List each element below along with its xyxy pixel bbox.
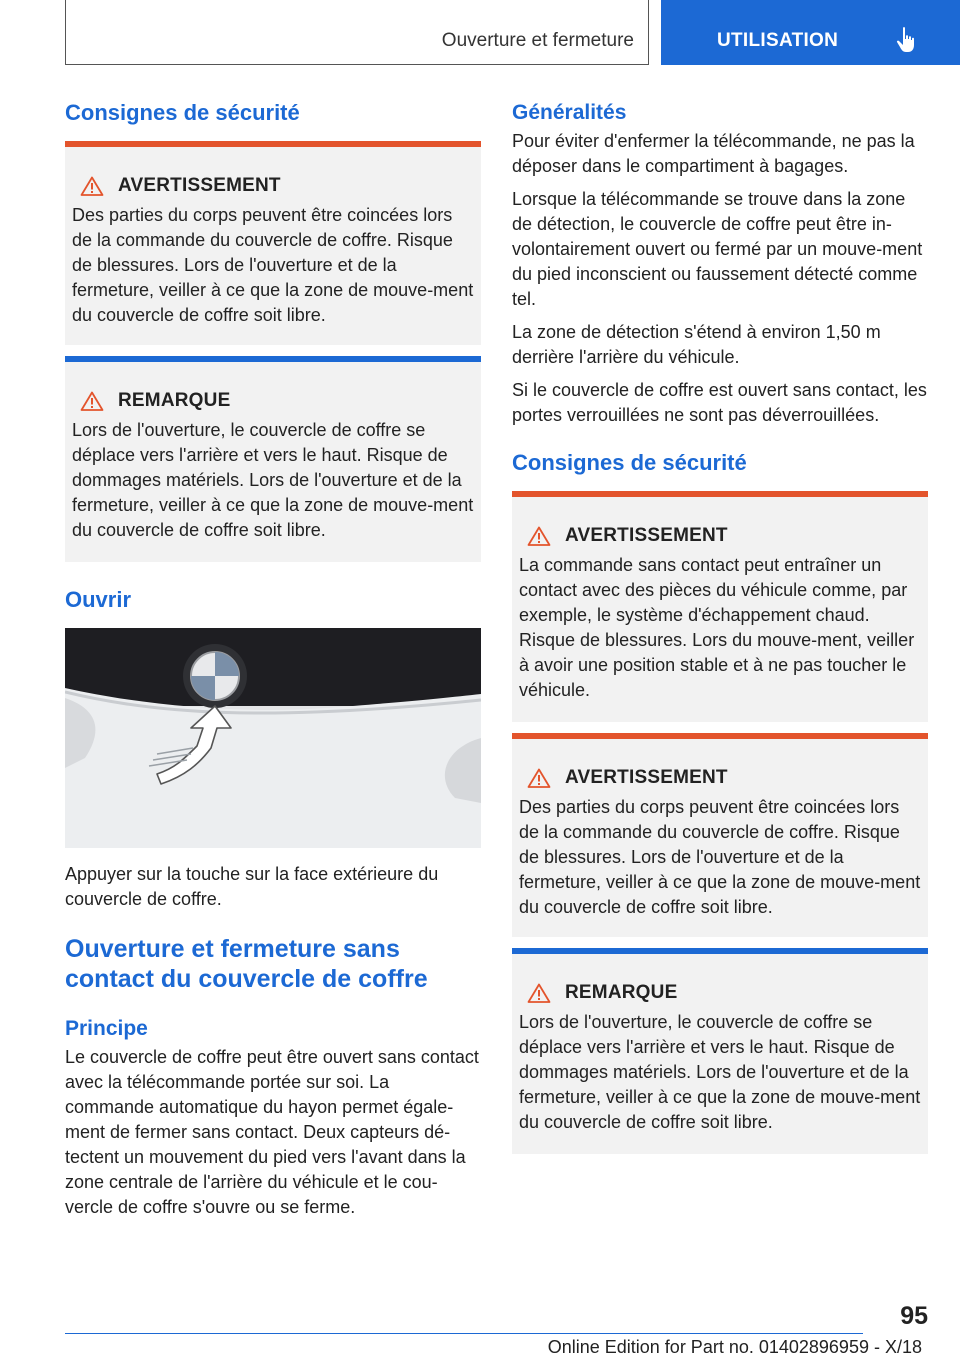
- general-paragraph-4: Si le couvercle de coffre est ouvert sans contact, les portes verrouillées ne sont pas déverrouillées.: [512, 380, 927, 426]
- hand-pointer-icon: [895, 26, 921, 54]
- open-heading: Ouvrir: [65, 587, 132, 613]
- contactless-heading: Ouverture et fermeture sans contact du couvercle de coffre: [65, 934, 428, 993]
- warning-label: AVERTISSEMENT: [118, 175, 281, 197]
- warning-triangle-icon: [527, 526, 551, 546]
- warning-triangle-icon: [527, 983, 551, 1003]
- general-heading: Généralités: [512, 101, 627, 124]
- warning-triangle-icon: [80, 176, 104, 196]
- warning-box: [512, 491, 928, 722]
- header-chapter-label: UTILISATION: [717, 30, 839, 51]
- note-title: [527, 982, 921, 1004]
- safety-heading-left: Consignes de sécurité: [65, 100, 300, 125]
- footer-divider: [65, 1333, 863, 1334]
- warning-label: AVERTISSEMENT: [565, 524, 728, 546]
- safety-heading-right: Consignes de sécurité: [512, 450, 747, 476]
- warning-box: [512, 733, 928, 937]
- warning-box: [65, 141, 481, 345]
- general-paragraph-3: La zone de détection s'étend à environ 1,50 m derrière l'arrière du véhicule.: [512, 322, 881, 368]
- page-number: 95: [900, 1302, 928, 1330]
- note-label: REMARQUE: [118, 390, 231, 412]
- warning-triangle-icon: [80, 391, 104, 411]
- principle-text: Le couvercle de coffre peut être ouvert sans contact avec la télécommande portée sur soi. La commande automatique du hayon permet égale‐ment de fermer sans contact. Deux capteurs dé‐tectent un mouvement du pied vers l'avant dans la zone centrale de l'arrière du véhicule et le cou‐vercle de coffre s'ouvre ou se ferme.: [65, 1047, 479, 1218]
- header-section-title: Ouverture et fermeture: [441, 30, 634, 51]
- general-paragraph-1: Pour éviter d'enfermer la télécommande, ne pas la déposer dans le compartiment à bagages.: [512, 131, 915, 177]
- general-paragraph-2: Lorsque la télécommande se trouve dans la zone de détection, le couvercle de coffre peut être in‐volontairement ouvert ou fermé par un mouve‐ment du pied inconscient ou faussement détecté comme tel.: [512, 189, 923, 310]
- warning-label: AVERTISSEMENT: [565, 766, 728, 788]
- warning-text: Des parties du corps peuvent être coincées lors de la commande du couvercle de coffre. Risque de blessures. Lors de l'ouverture et de la fermeture, veiller à ce que la zone de mouve‐ment du couvercle de coffre soit libre.: [519, 796, 921, 917]
- note-text: Lors de l'ouverture, le couvercle de coffre se déplace vers l'arrière et vers le haut. Risque de dommages matériels. Lors de l'ouverture et de la fermeture, veiller à ce que la zone de mouve‐ment du couvercle de coffre soit libre.: [72, 420, 474, 541]
- warning-triangle-icon: [527, 768, 551, 788]
- open-text: Appuyer sur la touche sur la face extérieure du couvercle de coffre.: [65, 863, 439, 909]
- warning-text: Des parties du corps peuvent être coincées lors de la commande du couvercle de coffre. Risque de blessures. Lors de l'ouverture et de la fermeture, veiller à ce que la zone de mouve‐ment du couvercle de coffre soit libre.: [72, 205, 474, 326]
- note-text: Lors de l'ouverture, le couvercle de coffre se déplace vers l'arrière et vers le haut. Risque de dommages matériels. Lors de l'ouverture et de la fermeture, veiller à ce que la zone de mouve‐ment du couvercle de coffre soit libre.: [519, 1011, 921, 1132]
- principle-heading: Principe: [65, 1016, 148, 1040]
- header-chapter-tab[interactable]: [661, 0, 960, 65]
- note-label: REMARQUE: [565, 981, 678, 1003]
- trunk-button-illustration: [65, 628, 481, 848]
- trunk-lid-drawing: [65, 628, 481, 848]
- note-box: [512, 948, 928, 1154]
- warning-title: [527, 767, 921, 789]
- left-column: [65, 100, 481, 1220]
- note-box: [65, 356, 481, 562]
- warning-title: [80, 175, 474, 197]
- note-title: [80, 390, 474, 412]
- header-section-box: [65, 0, 649, 65]
- footer-edition-text: Online Edition for Part no. 01402896959 - X/18: [547, 1337, 922, 1357]
- warning-title: [527, 525, 921, 547]
- right-column: [512, 100, 928, 1154]
- warning-text: La commande sans contact peut entraîner un contact avec des pièces du véhicule comme, par exemple, le système d'échappement chaud. Risque de blessures. Lors du mouve‐ment, veiller à avoir une position stable et à ne pas toucher le véhicule.: [519, 554, 915, 700]
